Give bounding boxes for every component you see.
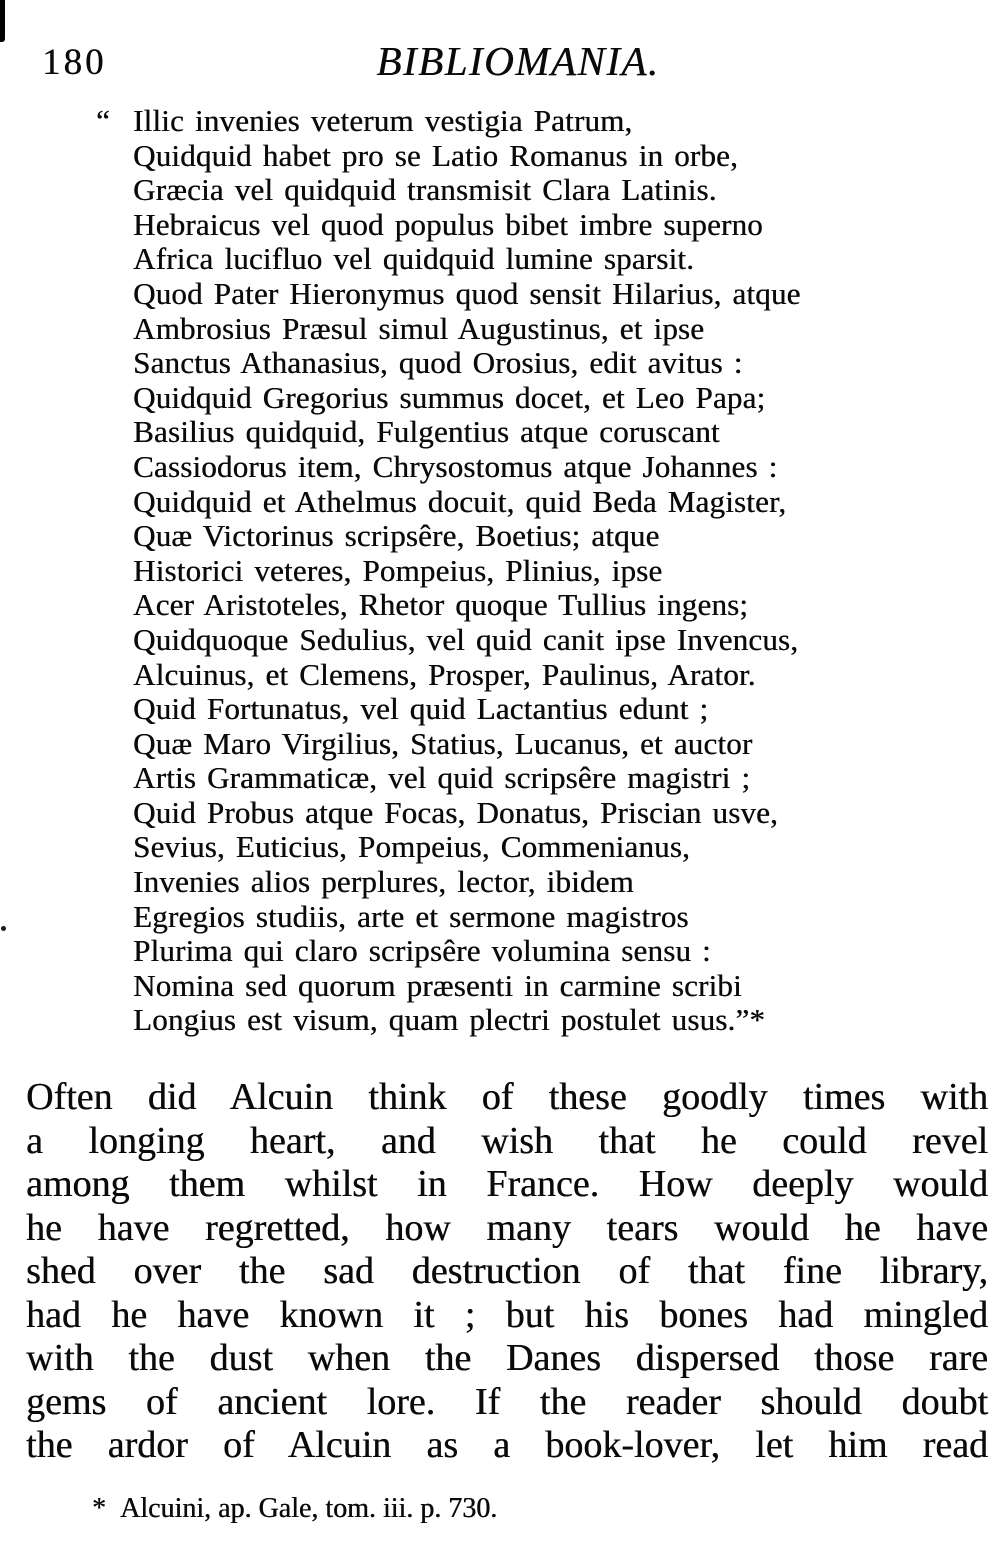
verse-line: Hebraicus vel quod populus bibet imbre superno (133, 206, 763, 242)
verse-line: Illic invenies veterum vestigia Patrum, (133, 103, 633, 138)
verse-line: Cassiodorus item, Chrysostomus atque Johannes : (133, 448, 778, 484)
prose-line: he have regretted, how many tears would he have (26, 1206, 988, 1249)
verse-line: Sevius, Euticius, Pompeius, Commenianus, (133, 829, 690, 865)
prose-line: among them whilst in France. How deeply would (26, 1163, 988, 1205)
scan-speck-artifact (1, 926, 6, 931)
verse-line: Quid Probus atque Focas, Donatus, Priscian usve, (133, 794, 778, 830)
verse-line: Artis Grammaticæ, vel quid scripsêre magistri ; (133, 760, 751, 796)
verse-line: Longius est visum, quam plectri postulet usus.”* (133, 1002, 766, 1038)
open-quote-mark: “ (96, 103, 110, 138)
prose-line: gems of ancient lore. If the reader should doubt (26, 1380, 988, 1423)
verse-line: Quidquid habet pro se Latio Romanus in orbe, (133, 137, 738, 173)
verse-line: Alcuinus, et Clemens, Prosper, Paulinus, Arator. (133, 656, 756, 692)
verse-line: Quidquid Gregorius summus docet, et Leo Papa; (133, 379, 766, 415)
scan-edge-artifact (0, 0, 5, 42)
verse-line: Historici veteres, Pompeius, Plinius, ipse (133, 552, 663, 588)
verse-line: Plurima qui claro scripsêre volumina sensu : (133, 933, 711, 969)
running-title: BIBLIOMANIA. (376, 38, 660, 84)
verse-line: Nomina sed quorum præsenti in carmine scribi (133, 967, 742, 1003)
prose-line: with the dust when the Danes dispersed those rare (26, 1337, 988, 1379)
prose-line: shed over the sad destruction of that fine library, (26, 1250, 988, 1292)
verse-line: Sanctus Athanasius, quod Orosius, edit avitus : (133, 345, 743, 381)
verse-line: Acer Aristoteles, Rhetor quoque Tullius ingens; (133, 587, 749, 623)
prose-line: Often did Alcuin think of these goodly times with (26, 1076, 988, 1118)
prose-line: the ardor of Alcuin as a book-lover, let him read (26, 1424, 988, 1466)
verse-line: Græcia vel quidquid transmisit Clara Latinis. (133, 172, 717, 208)
verse-line: Quæ Maro Virgilius, Statius, Lucanus, et auctor (133, 725, 753, 761)
verse-line: Quidquid et Athelmus docuit, quid Beda Magister, (133, 483, 787, 519)
verse-line: Invenies alios perplures, lector, ibidem (133, 864, 634, 900)
page-number: 180 (42, 42, 107, 83)
prose-line: a longing heart, and wish that he could revel (26, 1119, 988, 1162)
verse-line: Egregios studiis, arte et sermone magistros (133, 898, 689, 934)
verse-line: Quidquoque Sedulius, vel quid canit ipse Invencus, (133, 621, 799, 657)
verse-line: Quæ Victorinus scripsêre, Boetius; atque (133, 518, 660, 554)
verse-line: Ambrosius Præsul simul Augustinus, et ipse (133, 310, 705, 346)
latin-verse-quote (133, 104, 990, 1038)
verse-line: Quod Pater Hieronymus quod sensit Hilarius, atque (133, 275, 801, 311)
footnote-text: Alcuini, ap. Gale, tom. iii. p. 730. (120, 1493, 498, 1524)
body-paragraph (26, 1076, 988, 1468)
prose-line: had he have known it ; but his bones had mingled (26, 1293, 988, 1336)
footnote-marker: * (92, 1493, 106, 1524)
verse-line: Africa lucifluo vel quidquid lumine sparsit. (133, 241, 695, 277)
verse-line: Quid Fortunatus, vel quid Lactantius edunt ; (133, 691, 709, 727)
verse-line: Basilius quidquid, Fulgentius atque coruscant (133, 414, 720, 450)
footnote (92, 1492, 497, 1526)
